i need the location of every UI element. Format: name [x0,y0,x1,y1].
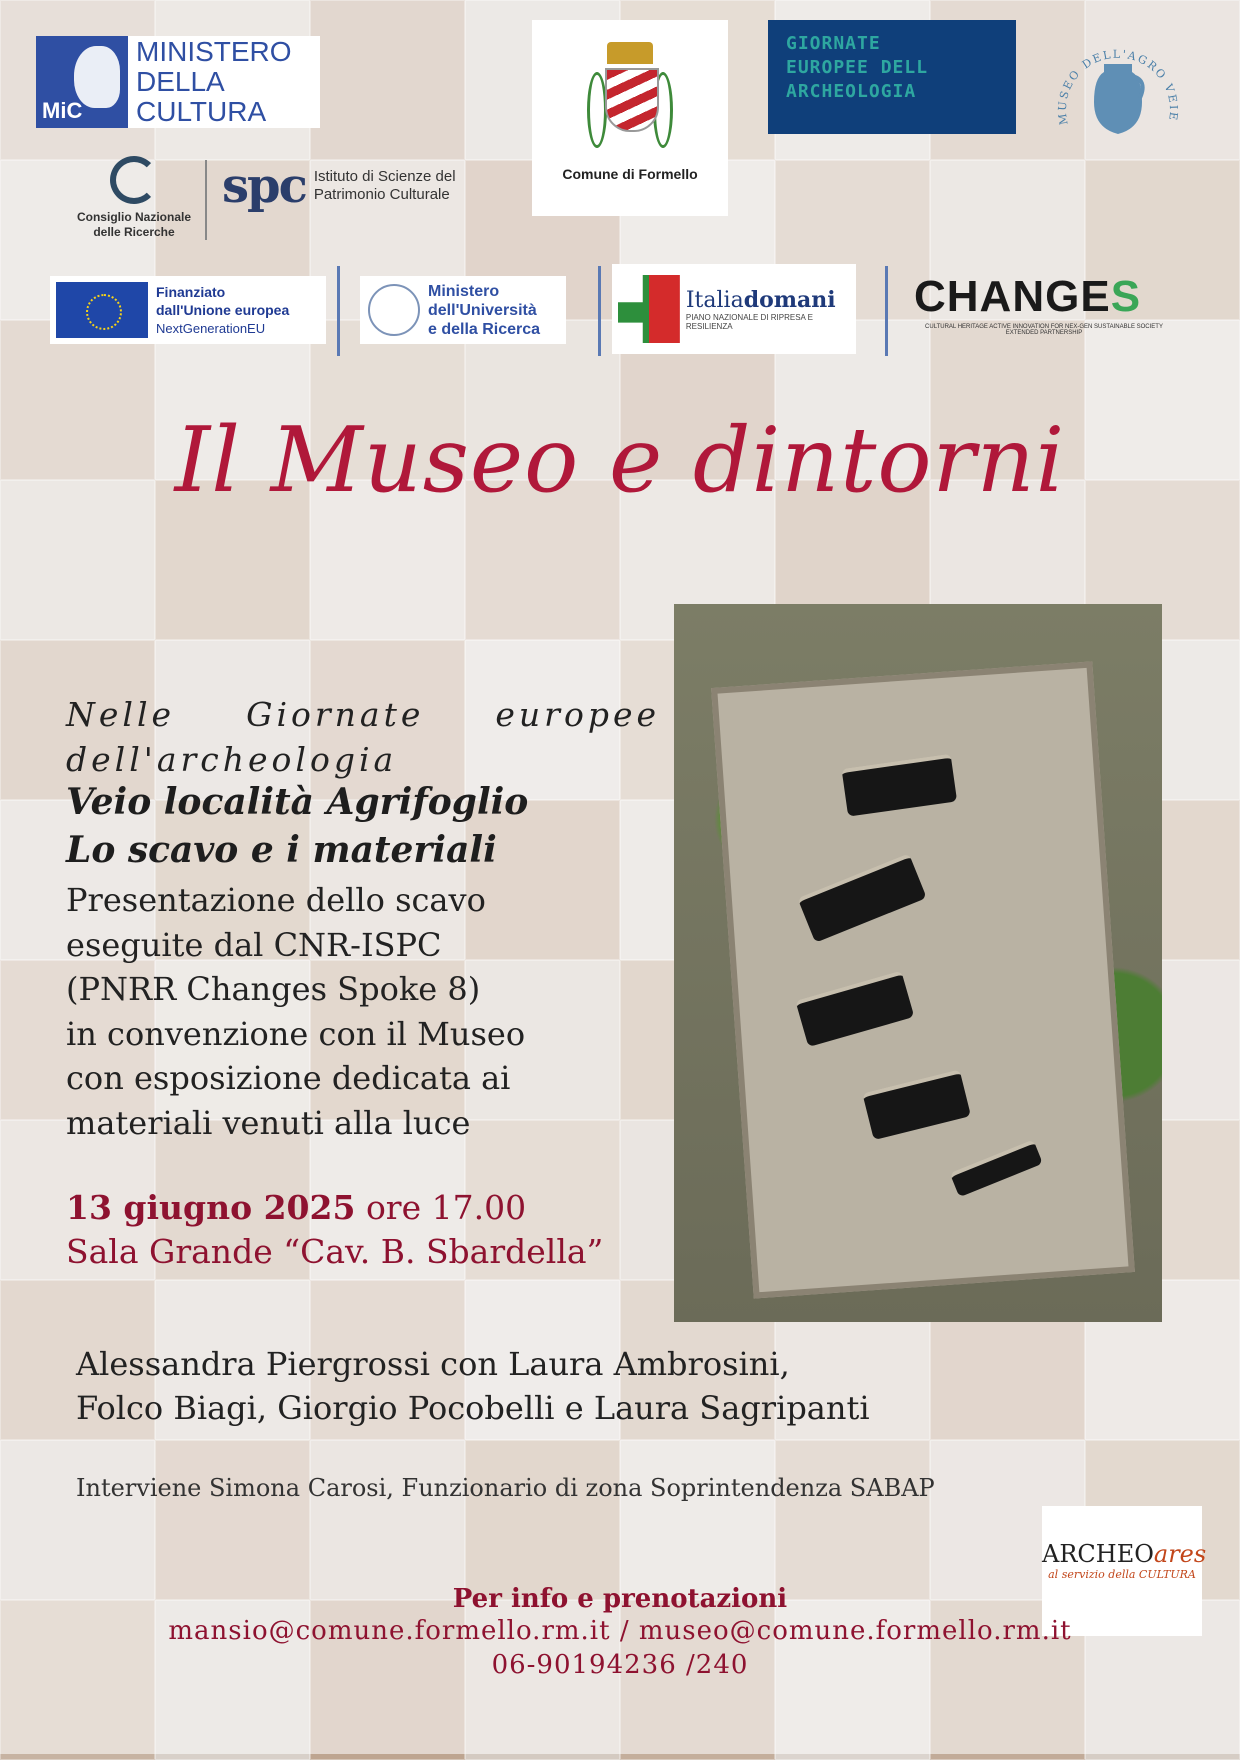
intro-text [66,692,660,782]
info-heading: Per info e prenotazioni [452,1584,788,1614]
ispc-line-1: Istituto di Scienze del [313,168,456,185]
eu-flag-icon [56,282,148,338]
description [66,878,525,1145]
mic-line-2: DELLA [136,66,225,97]
info-phone[interactable]: 06-90194236 /240 [491,1650,749,1680]
eu-line-2: dall'Unione europea [156,301,290,318]
speakers [76,1342,870,1430]
italiadomani-name-b: domani [743,287,836,313]
intro-line-2: dell'archeologia [66,740,398,779]
formello-name: Comune di Formello [562,166,698,182]
giornate-europee-logo [768,20,1016,134]
gea-line-2: EUROPEE DELL [786,57,929,78]
description-line: materiali venuti alla luce [66,1103,471,1142]
italiadomani-sub: PIANO NAZIONALE DI RIPRESA E RESILIENZA [685,313,814,331]
italiadomani-mark-icon [618,275,680,343]
info-block [0,1584,1240,1682]
gea-line-1: GIORNATE [786,33,881,54]
italiadomani-name-a: Italia [685,288,744,313]
eu-line-1: Finanziato [156,283,226,300]
mur-logo [360,276,566,344]
cnr-ring-icon [110,156,158,204]
museo-agro-seal [1046,24,1190,168]
description-line: con esposizione dedicata ai [66,1059,511,1097]
jug-icon [1094,64,1142,134]
logo-divider [337,266,340,356]
ispc-line-2: Patrimonio Culturale [313,186,450,203]
excavation-photo [674,604,1162,1322]
archeoares-sub: al servizio della CULTURA [1048,1568,1196,1581]
event-date: 13 giugno 2025 [66,1188,356,1227]
logo-divider [205,160,207,240]
mur-line-2: dell'Università [428,301,537,319]
cnr-logo [54,156,214,240]
headline-line-1: Veio località Agrifoglio [66,781,529,823]
intro-word-1: Nelle [66,695,176,734]
comune-formello-logo [532,20,728,216]
info-emails[interactable]: mansio@comune.formello.rm.it / museo@comune.formello.rm.it [168,1616,1072,1646]
mic-abbr: MiC [42,98,83,123]
museo-agro-text: MUSEO DELL'AGRO VEIE [1055,47,1181,126]
intro-word-3: europee [495,695,660,734]
speakers-line-1: Alessandra Piergrossi con Laura Ambrosini, [76,1345,790,1383]
logo-divider [885,266,888,356]
gea-line-3: ARCHEOLOGIA [786,81,917,102]
changes-sub: CULTURAL HERITAGE ACTIVE INNOVATION FOR NEX-GEN SUSTAINABLE SOCIETY EXTENDED PARTNERSHIP [925,324,1163,336]
mic-line-1: MINISTERO [136,36,292,67]
speakers-line-2: Folco Biagi, Giorgio Pocobelli e Laura Sagripanti [76,1389,870,1427]
mur-line-3: e della Ricerca [428,320,541,338]
changes-name-a: CHANGE [914,272,1111,321]
archeoares-name-b: ares [1153,1540,1207,1568]
intro-word-2: Giornate [246,695,425,734]
headline-line-2: Lo scavo e i materiali [66,829,497,871]
description-line: Presentazione dello scavo [66,881,486,919]
eu-nextgen-logo [50,276,326,344]
emblem-icon [368,284,420,336]
archeoares-name-a: ARCHEO [1042,1540,1154,1568]
ispc-mark: spc [222,158,306,214]
cnr-line-1: Consiglio Nazionale [76,210,191,224]
event-details [66,1186,603,1274]
mur-line-1: Ministero [428,282,500,300]
eu-sub: NextGenerationEU [156,320,266,336]
page-title: Il Museo e dintorni [174,408,1066,513]
museo-agro-veientano-logo [1046,24,1190,168]
description-line: (PNRR Changes Spoke 8) [66,970,481,1008]
headline [66,778,528,874]
event-venue: Sala Grande “Cav. B. Sbardella” [66,1232,604,1271]
cnr-line-2: delle Ricerche [93,225,175,239]
mic-line-3: CULTURA [136,96,267,127]
event-time: ore 17.00 [365,1188,527,1227]
intervention: Interviene Simona Carosi, Funzionario di zona Soprintendenza SABAP [76,1474,935,1502]
changes-logo [914,272,1174,336]
italiadomani-logo [612,264,856,354]
description-line: in convenzione con il Museo [66,1014,526,1053]
changes-name-b: S [1110,272,1142,321]
mic-emblem [36,36,128,128]
description-line: eseguite dal CNR-ISPC [66,925,442,964]
crest-icon [595,42,665,152]
ispc-logo [222,158,456,214]
logo-divider [598,266,601,356]
ministero-cultura-logo [36,36,320,128]
